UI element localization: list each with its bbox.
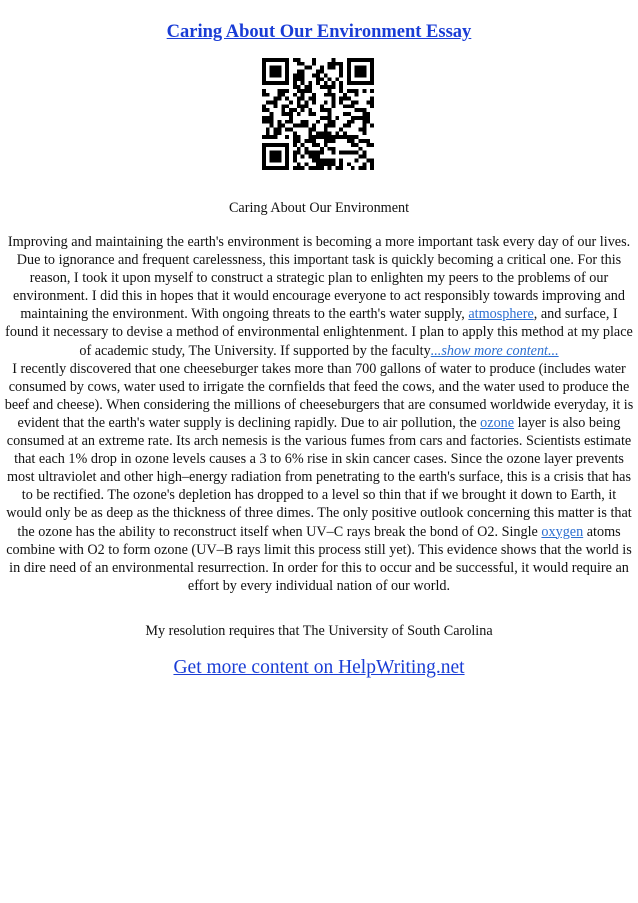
intro-text-2: , and surface, I found it necessary to devise a method of environmental enlightenment. I plan to apply this method at my place of academic study, The University. If supported by the faculty — [5, 306, 633, 359]
footer-cta — [0, 657, 638, 679]
cont-text-2: layer is also being consumed at an extreme rate. Its arch nemesis is the various fumes from cars and factories. Scientists estimate that each 1% drop in ozone levels causes a 3 to 6% rise in skin cancer cases. Since the ozone layer prevents most ultraviolet and other high–energy radiation from penetrating to the earth's surface, this is a crisis that has to be rectified. The ozone's depletion has dropped to a level so thin that if we brought it down to Earth, it would only be as deep as the thickness of three dimes. The only positive outlook concerning this matter is that the ozone has the ability to reconstruct itself when UV–C rays break the bond of O2. Single — [6, 414, 632, 540]
intro-text-1: Improving and maintaining the earth's environment is becoming a more important task every day of our lives. Due to ignorance and frequent carelessness, this important task is quickly becoming a critical one. For this reason, I took it upon myself to construct a strategic plan to enlighten my peers to the problems of our environment. I did this in hopes that it would encourage everyone to act responsibly towards improving and maintaining the environment. With ongoing threats to the earth's water supply, — [7, 234, 631, 323]
get-more-content-link[interactable]: Get more content on HelpWriting.net — [173, 657, 465, 678]
resolution-line: My resolution requires that The University of South Carolina — [145, 623, 493, 639]
continuation-paragraph — [4, 360, 634, 595]
show-more-link[interactable]: ...show more content... — [430, 342, 559, 359]
intro-paragraph — [4, 233, 634, 360]
cont-text-3: atoms combine with O2 to form ozone (UV–B rays limit this process still yet). This evidence shows that the world is in dire need of an environmental resurrection. In order for this to occur and be successful, it would require an effort by every individual nation of our world. — [6, 523, 632, 594]
oxygen-link[interactable]: oxygen — [541, 523, 584, 540]
qr-code-icon — [262, 58, 374, 170]
ozone-link[interactable]: ozone — [480, 414, 515, 431]
essay-subtitle: Caring About Our Environment — [228, 200, 410, 216]
title-link[interactable]: Caring About Our Environment Essay — [166, 22, 472, 42]
essay-body — [4, 233, 634, 595]
page-title — [0, 22, 638, 43]
atmosphere-link[interactable]: atmosphere — [468, 306, 534, 323]
cont-text-1: I recently discovered that one cheeseburger takes more than 700 gallons of water to produce (includes water consumed by cows, water used to irrigate the cornfields that feed the cows, and the water used to produce the beef and cheese). When considering the millions of cheeseburgers that are consumed worldwide everyday, it is evident that the earth's water supply is declining rapidly. Due to air pollution, the — [4, 360, 634, 431]
